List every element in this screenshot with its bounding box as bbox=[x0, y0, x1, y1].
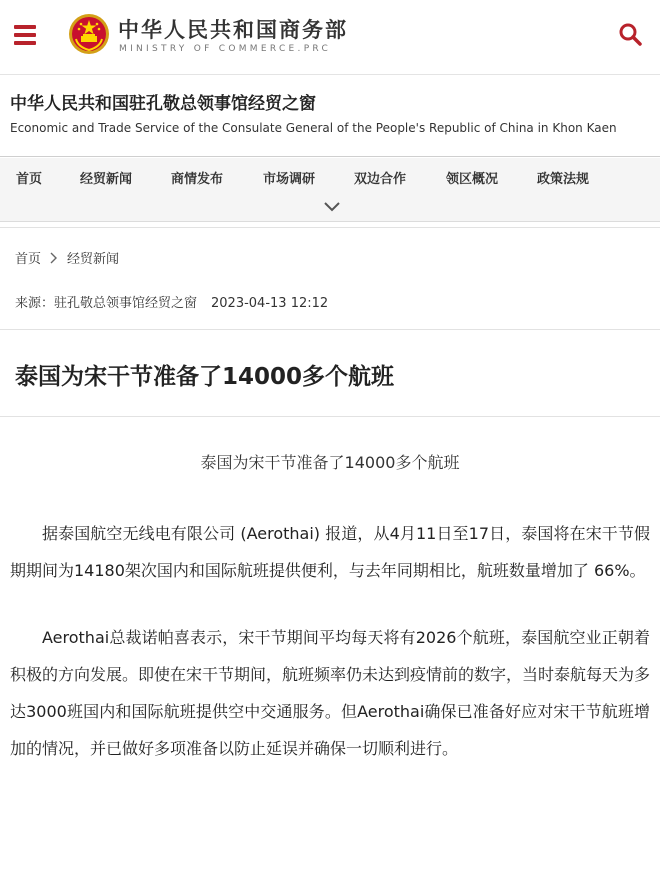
site-subtitle: Economic and Trade Service of the Consulate General of the People's Republic of China in Khon Kaen bbox=[10, 121, 617, 135]
hamburger-menu-icon[interactable] bbox=[14, 25, 36, 45]
article-paragraph: Aerothai总裁诺帕喜表示，宋干节期间平均每天将有2026个航班，泰国航空业正朝着积极的方向发展。即使在宋干节期间，航班频率仍未达到疫情前的数字，当时泰航每天为多达3000班国内和国际航班提供空中交通服务。但Aerothai确保已准备好应对宋干节航班增加的情况，并已做好多项准备以防止延误并确保一切顺利进行。 bbox=[10, 628, 651, 758]
search-icon[interactable] bbox=[618, 22, 642, 46]
article-subheading: 泰国为宋干节准备了14000多个航班 bbox=[200, 453, 460, 472]
article-body bbox=[10, 445, 650, 797]
article-date: 2023-04-13 12:12 bbox=[211, 296, 329, 311]
breadcrumb-trade-news[interactable]: 经贸新闻 bbox=[67, 252, 120, 267]
article-meta bbox=[15, 292, 328, 311]
nav-item-policies[interactable]: 政策法规 bbox=[537, 172, 590, 187]
ministry-name-cn[interactable]: 中华人民共和国商务部 bbox=[118, 18, 348, 42]
nav-item-bilateral-cooperation[interactable]: 双边合作 bbox=[354, 172, 407, 187]
divider bbox=[0, 329, 660, 330]
divider bbox=[0, 416, 660, 417]
nav-item-consular-district[interactable]: 领区概况 bbox=[446, 172, 499, 187]
breadcrumb-home[interactable]: 首页 bbox=[15, 252, 42, 267]
article-paragraph: 据泰国航空无线电有限公司 (Aerothai) 报道，从4月11日至17日，泰国将在宋干节假期期间为14180架次国内和国际航班提供便利，与去年同期相比，航班数量增加了 66%。 bbox=[10, 524, 650, 580]
breadcrumb bbox=[15, 248, 119, 267]
main-nav bbox=[0, 158, 660, 222]
nav-item-home[interactable]: 首页 bbox=[16, 172, 43, 187]
nav-item-trade-news[interactable]: 经贸新闻 bbox=[80, 172, 133, 187]
chevron-down-icon[interactable] bbox=[322, 200, 342, 214]
top-bar bbox=[0, 0, 660, 75]
site-header bbox=[0, 75, 660, 157]
national-emblem-logo[interactable] bbox=[68, 13, 110, 55]
site-title[interactable]: 中华人民共和国驻孔敬总领事馆经贸之窗 bbox=[10, 94, 316, 114]
ministry-name-en: MINISTRY OF COMMERCE.PRC bbox=[119, 44, 332, 54]
article-title: 泰国为宋干节准备了14000多个航班 bbox=[15, 364, 395, 390]
article-source: 来源：驻孔敬总领事馆经贸之窗 bbox=[15, 296, 198, 311]
nav-item-market-research[interactable]: 市场调研 bbox=[263, 172, 316, 187]
chevron-right-icon bbox=[47, 252, 61, 264]
divider bbox=[0, 227, 660, 228]
nav-item-business-info[interactable]: 商情发布 bbox=[171, 172, 224, 187]
